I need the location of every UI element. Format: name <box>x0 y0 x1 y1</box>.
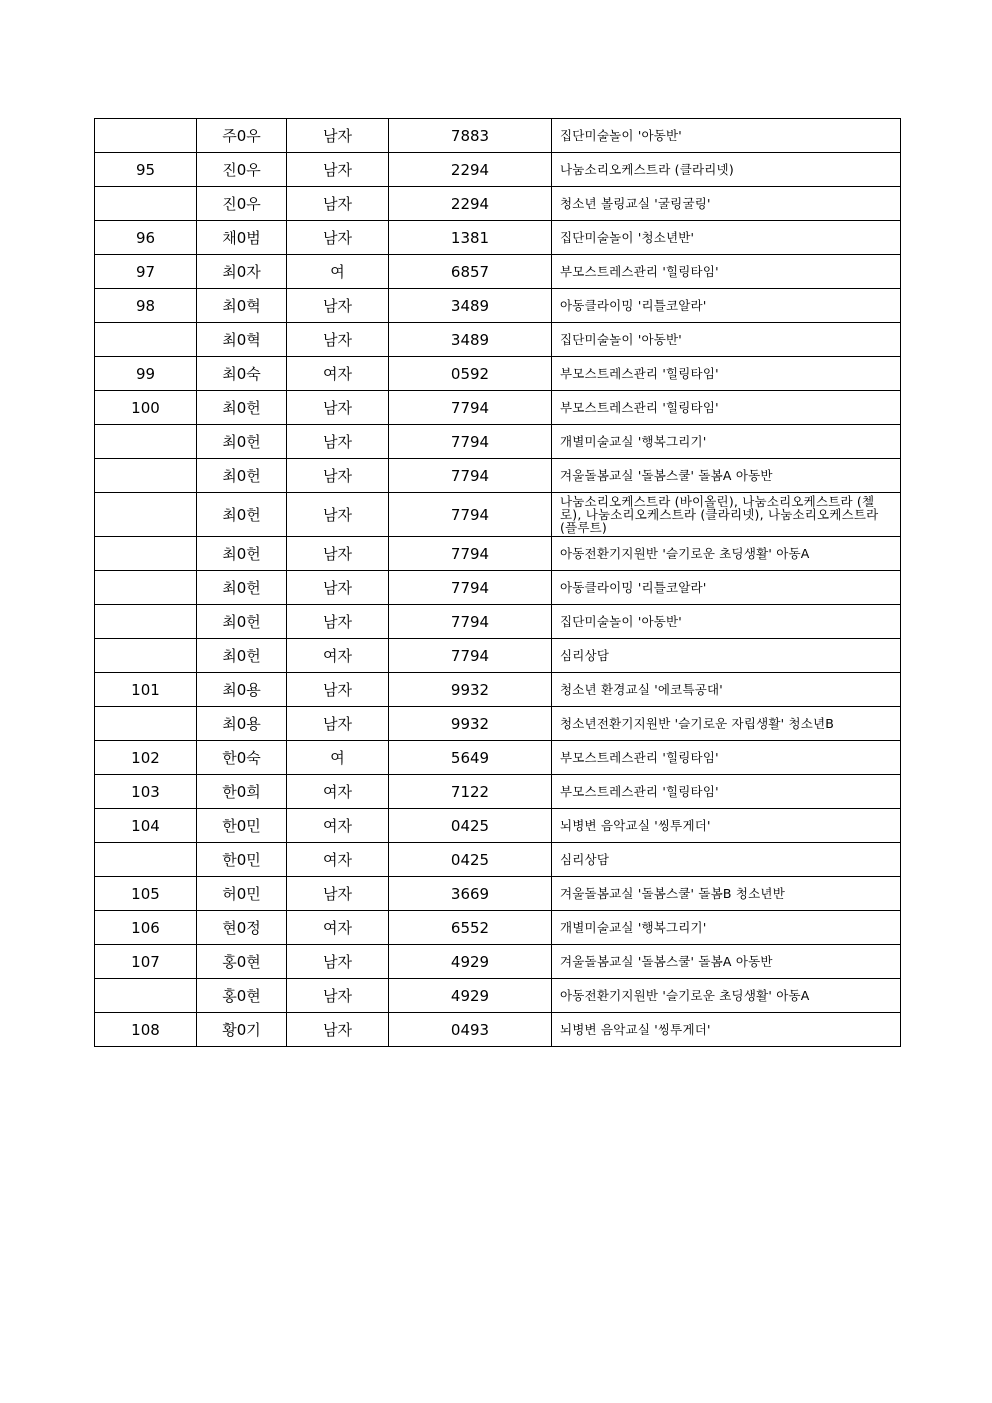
row-number-cell: 97 <box>95 255 197 289</box>
table-row <box>95 255 901 289</box>
participant-name-cell: 최0헌 <box>197 605 287 639</box>
row-number-cell <box>95 323 197 357</box>
row-number-cell: 98 <box>95 289 197 323</box>
gender-cell: 남자 <box>287 119 389 153</box>
program-cell: 아동클라이밍 '리틀코알라' <box>552 289 901 323</box>
table-row <box>95 153 901 187</box>
participant-name-cell: 채0범 <box>197 221 287 255</box>
row-number-cell <box>95 571 197 605</box>
id-code-cell: 0425 <box>389 809 552 843</box>
program-cell: 청소년 환경교실 '에코특공대' <box>552 673 901 707</box>
program-cell: 심리상담 <box>552 639 901 673</box>
participant-name-cell: 최0혁 <box>197 289 287 323</box>
participant-name-cell: 한0숙 <box>197 741 287 775</box>
row-number-cell: 96 <box>95 221 197 255</box>
table-row <box>95 537 901 571</box>
gender-cell: 남자 <box>287 391 389 425</box>
row-number-cell <box>95 979 197 1013</box>
participant-name-cell: 황0기 <box>197 1013 287 1047</box>
table-row <box>95 605 901 639</box>
program-cell: 개별미술교실 '행복그리기' <box>552 911 901 945</box>
gender-cell: 여자 <box>287 809 389 843</box>
participant-name-cell: 현0정 <box>197 911 287 945</box>
participant-name-cell: 최0자 <box>197 255 287 289</box>
table-row <box>95 357 901 391</box>
program-cell: 겨울돌봄교실 '돌봄스쿨' 돌봄A 아동반 <box>552 945 901 979</box>
program-cell: 집단미술놀이 '아동반' <box>552 119 901 153</box>
participant-name-cell: 최0혁 <box>197 323 287 357</box>
participant-name-cell: 한0희 <box>197 775 287 809</box>
program-cell: 부모스트레스관리 '힐링타임' <box>552 775 901 809</box>
program-cell: 겨울돌봄교실 '돌봄스쿨' 돌봄A 아동반 <box>552 459 901 493</box>
gender-cell: 남자 <box>287 187 389 221</box>
gender-cell: 남자 <box>287 153 389 187</box>
id-code-cell: 7794 <box>389 391 552 425</box>
program-cell: 청소년 볼링교실 '굴링굴링' <box>552 187 901 221</box>
gender-cell: 여 <box>287 741 389 775</box>
id-code-cell: 7794 <box>389 537 552 571</box>
table-row <box>95 945 901 979</box>
table-row <box>95 571 901 605</box>
gender-cell: 남자 <box>287 425 389 459</box>
row-number-cell: 108 <box>95 1013 197 1047</box>
id-code-cell: 0493 <box>389 1013 552 1047</box>
row-number-cell: 106 <box>95 911 197 945</box>
program-cell: 아동전환기지원반 '슬기로운 초딩생활' 아동A <box>552 979 901 1013</box>
id-code-cell: 3489 <box>389 323 552 357</box>
id-code-cell: 4929 <box>389 979 552 1013</box>
id-code-cell: 7794 <box>389 425 552 459</box>
row-number-cell: 104 <box>95 809 197 843</box>
row-number-cell <box>95 605 197 639</box>
row-number-cell <box>95 425 197 459</box>
participant-name-cell: 홍0현 <box>197 979 287 1013</box>
row-number-cell <box>95 707 197 741</box>
table-row <box>95 775 901 809</box>
gender-cell: 여 <box>287 255 389 289</box>
participant-name-cell: 최0헌 <box>197 425 287 459</box>
row-number-cell: 102 <box>95 741 197 775</box>
participant-name-cell: 한0민 <box>197 809 287 843</box>
row-number-cell <box>95 119 197 153</box>
table-row <box>95 1013 901 1047</box>
gender-cell: 남자 <box>287 1013 389 1047</box>
table-row <box>95 459 901 493</box>
gender-cell: 여자 <box>287 639 389 673</box>
participant-name-cell: 최0헌 <box>197 493 287 537</box>
gender-cell: 남자 <box>287 673 389 707</box>
row-number-cell <box>95 639 197 673</box>
id-code-cell: 5649 <box>389 741 552 775</box>
row-number-cell: 107 <box>95 945 197 979</box>
gender-cell: 남자 <box>287 323 389 357</box>
id-code-cell: 7794 <box>389 605 552 639</box>
participant-name-cell: 진0우 <box>197 187 287 221</box>
table-row <box>95 221 901 255</box>
gender-cell: 남자 <box>287 459 389 493</box>
program-cell: 개별미술교실 '행복그리기' <box>552 425 901 459</box>
id-code-cell: 4929 <box>389 945 552 979</box>
participant-table-body <box>95 119 901 1047</box>
participant-name-cell: 최0헌 <box>197 571 287 605</box>
table-row <box>95 119 901 153</box>
participant-name-cell: 최0용 <box>197 707 287 741</box>
program-cell: 집단미술놀이 '아동반' <box>552 323 901 357</box>
id-code-cell: 9932 <box>389 707 552 741</box>
gender-cell: 여자 <box>287 911 389 945</box>
participant-name-cell: 허0민 <box>197 877 287 911</box>
table-row <box>95 707 901 741</box>
participant-name-cell: 최0헌 <box>197 537 287 571</box>
table-row <box>95 323 901 357</box>
id-code-cell: 2294 <box>389 187 552 221</box>
id-code-cell: 0425 <box>389 843 552 877</box>
table-row <box>95 187 901 221</box>
row-number-cell <box>95 187 197 221</box>
id-code-cell: 7794 <box>389 571 552 605</box>
id-code-cell: 6857 <box>389 255 552 289</box>
gender-cell: 남자 <box>287 537 389 571</box>
participant-table <box>94 118 901 1047</box>
participant-name-cell: 최0숙 <box>197 357 287 391</box>
program-cell: 청소년전환기지원반 '슬기로운 자립생활' 청소년B <box>552 707 901 741</box>
participant-name-cell: 주0우 <box>197 119 287 153</box>
table-row <box>95 911 901 945</box>
gender-cell: 여자 <box>287 357 389 391</box>
program-cell: 아동클라이밍 '리틀코알라' <box>552 571 901 605</box>
gender-cell: 남자 <box>287 221 389 255</box>
program-cell: 나눔소리오케스트라 (바이올린), 나눔소리오케스트라 (첼로), 나눔소리오케스트라 (클라리넷), 나눔소리오케스트라 (플루트) <box>552 493 901 537</box>
id-code-cell: 0592 <box>389 357 552 391</box>
row-number-cell <box>95 843 197 877</box>
id-code-cell: 6552 <box>389 911 552 945</box>
program-cell: 부모스트레스관리 '힐링타임' <box>552 391 901 425</box>
table-row <box>95 639 901 673</box>
program-cell: 겨울돌봄교실 '돌봄스쿨' 돌봄B 청소년반 <box>552 877 901 911</box>
gender-cell: 남자 <box>287 493 389 537</box>
table-row <box>95 425 901 459</box>
table-row <box>95 673 901 707</box>
gender-cell: 남자 <box>287 289 389 323</box>
table-row <box>95 979 901 1013</box>
id-code-cell: 7122 <box>389 775 552 809</box>
program-cell: 집단미술놀이 '아동반' <box>552 605 901 639</box>
participant-name-cell: 한0민 <box>197 843 287 877</box>
table-row <box>95 877 901 911</box>
row-number-cell: 103 <box>95 775 197 809</box>
row-number-cell: 95 <box>95 153 197 187</box>
id-code-cell: 2294 <box>389 153 552 187</box>
row-number-cell <box>95 459 197 493</box>
row-number-cell: 100 <box>95 391 197 425</box>
program-cell: 심리상담 <box>552 843 901 877</box>
program-cell: 집단미술놀이 '청소년반' <box>552 221 901 255</box>
program-cell: 뇌병변 음악교실 '씽투게더' <box>552 809 901 843</box>
table-row <box>95 493 901 537</box>
row-number-cell: 105 <box>95 877 197 911</box>
row-number-cell: 101 <box>95 673 197 707</box>
id-code-cell: 3669 <box>389 877 552 911</box>
table-row <box>95 843 901 877</box>
gender-cell: 여자 <box>287 843 389 877</box>
program-cell: 뇌병변 음악교실 '씽투게더' <box>552 1013 901 1047</box>
table-row <box>95 809 901 843</box>
program-cell: 나눔소리오케스트라 (클라리넷) <box>552 153 901 187</box>
program-cell: 아동전환기지원반 '슬기로운 초딩생활' 아동A <box>552 537 901 571</box>
gender-cell: 남자 <box>287 979 389 1013</box>
table-row <box>95 289 901 323</box>
id-code-cell: 1381 <box>389 221 552 255</box>
gender-cell: 남자 <box>287 707 389 741</box>
table-row <box>95 741 901 775</box>
table-row <box>95 391 901 425</box>
gender-cell: 여자 <box>287 775 389 809</box>
id-code-cell: 7883 <box>389 119 552 153</box>
id-code-cell: 3489 <box>389 289 552 323</box>
id-code-cell: 9932 <box>389 673 552 707</box>
participant-name-cell: 최0헌 <box>197 639 287 673</box>
participant-name-cell: 진0우 <box>197 153 287 187</box>
participant-name-cell: 최0용 <box>197 673 287 707</box>
participant-name-cell: 최0헌 <box>197 391 287 425</box>
id-code-cell: 7794 <box>389 493 552 537</box>
gender-cell: 남자 <box>287 605 389 639</box>
program-cell: 부모스트레스관리 '힐링타임' <box>552 255 901 289</box>
id-code-cell: 7794 <box>389 639 552 673</box>
row-number-cell: 99 <box>95 357 197 391</box>
row-number-cell <box>95 537 197 571</box>
program-cell: 부모스트레스관리 '힐링타임' <box>552 741 901 775</box>
participant-name-cell: 홍0현 <box>197 945 287 979</box>
id-code-cell: 7794 <box>389 459 552 493</box>
participant-name-cell: 최0헌 <box>197 459 287 493</box>
gender-cell: 남자 <box>287 877 389 911</box>
gender-cell: 남자 <box>287 571 389 605</box>
program-cell: 부모스트레스관리 '힐링타임' <box>552 357 901 391</box>
gender-cell: 남자 <box>287 945 389 979</box>
row-number-cell <box>95 493 197 537</box>
